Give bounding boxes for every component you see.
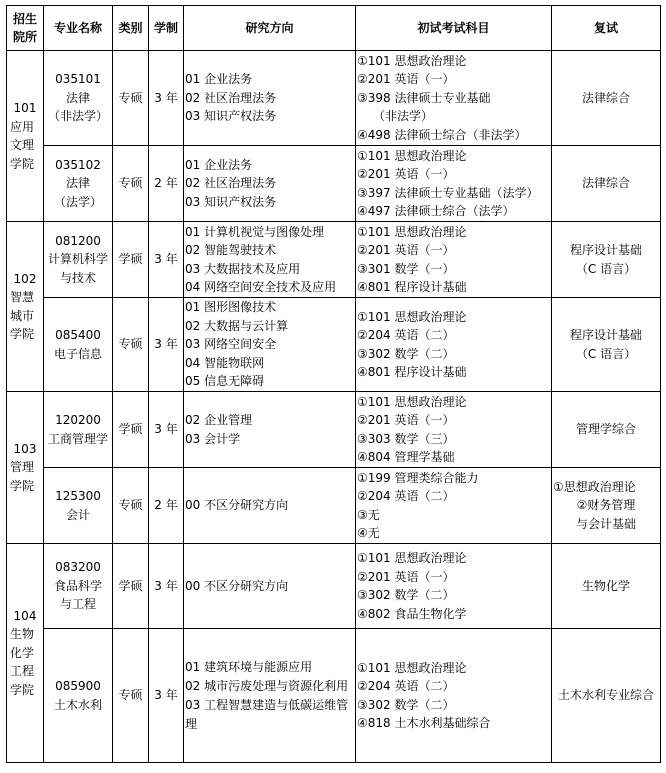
cell-text-line: 03 网络空间安全 <box>185 337 277 352</box>
header-row <box>7 6 661 51</box>
header-type: 类别 <box>113 6 149 51</box>
cell-text-line: 法律综合 <box>581 90 630 105</box>
cell-text-line: 法律综合 <box>581 176 630 191</box>
years-cell: 2 年 <box>149 146 184 222</box>
cell-text-line: ④804 管理学基础 <box>357 450 455 464</box>
type-cell: 专硕 <box>113 51 149 146</box>
table-row <box>7 146 661 222</box>
cell-text-line: 化学 <box>10 645 35 660</box>
cell-text-line: 01 企业法务 <box>185 157 253 172</box>
cell-text-line: 02 社区治理法务 <box>185 176 277 191</box>
header-school <box>7 6 44 51</box>
cell-text-line: 104 <box>13 608 37 623</box>
retest-cell <box>552 146 661 222</box>
cell-text-line: 04 智能物联网 <box>185 355 265 370</box>
admission-table-document <box>6 5 660 763</box>
cell-text-line: ①101 思想政治理论 <box>357 551 467 565</box>
cell-text-line: 与技术 <box>59 270 96 285</box>
school-cell <box>7 51 44 222</box>
major-name-cell <box>44 146 113 222</box>
cell-text-line: 程序设计基础 <box>569 328 642 342</box>
cell-text-line: 计算机科学 <box>47 252 108 267</box>
exams-cell <box>356 629 552 763</box>
cell-text-line: 01 建筑环境与能源应用 <box>185 659 313 674</box>
cell-text-line: 101 <box>13 101 37 115</box>
cell-text-line: 会计 <box>65 507 90 522</box>
retest-cell <box>552 544 661 629</box>
cell-text-line: ①101 思想政治理论 <box>357 224 467 239</box>
cell-text-line: 035102 <box>55 157 101 172</box>
cell-text-line: 工商管理学 <box>47 431 108 446</box>
cell-text-line: ④802 食品生物化学 <box>357 606 467 621</box>
cell-text-line: 103 <box>13 441 37 456</box>
table-row <box>7 51 661 146</box>
header-directions: 研究方向 <box>184 6 356 51</box>
cell-text-line: 01 图形图像技术 <box>185 300 277 315</box>
cell-text-line: 土木水利专业综合 <box>557 688 654 703</box>
major-name-cell <box>44 544 113 629</box>
major-name-cell <box>44 468 113 544</box>
cell-text-line: 081200 <box>55 233 101 248</box>
cell-text-line: ④801 程序设计基础 <box>357 280 467 294</box>
cell-text-line: 与工程 <box>59 597 96 612</box>
cell-text-line: 03 会计学 <box>185 431 241 446</box>
cell-text-line: ②财务管理 <box>576 498 636 513</box>
cell-text-line: 土木水利 <box>53 697 102 712</box>
cell-text-line: ④无 <box>357 526 380 540</box>
major-name-cell <box>44 222 113 298</box>
cell-text-line: ①101 思想政治理论 <box>357 309 467 324</box>
cell-text-line: 城市 <box>10 308 35 323</box>
cell-text-line: 02 智能驾驶技术 <box>185 243 277 257</box>
school-cell <box>7 392 44 544</box>
header-years: 学制 <box>149 6 184 51</box>
years-cell: 3 年 <box>149 51 184 146</box>
header-major: 专业名称 <box>44 6 113 51</box>
cell-text-line: 食品科学 <box>53 578 102 593</box>
cell-text-line: 工程 <box>10 664 35 679</box>
cell-text-line: （非法学） <box>373 109 434 124</box>
cell-text-line: ①101 思想政治理论 <box>357 53 467 68</box>
cell-text-line: 智慧 <box>10 290 35 304</box>
directions-cell <box>184 392 356 468</box>
cell-text-line: 00 不区分研究方向 <box>185 498 289 513</box>
exams-cell <box>356 51 552 146</box>
retest-cell <box>552 298 661 392</box>
cell-text-line: ②204 英语（二） <box>357 489 455 503</box>
directions-cell <box>184 468 356 544</box>
cell-text-line: 120200 <box>55 413 101 427</box>
cell-text-line: ①101 思想政治理论 <box>357 660 467 675</box>
cell-text-line: 生物化学 <box>581 578 630 593</box>
directions-cell <box>184 544 356 629</box>
cell-text-line: ③301 数学（一） <box>357 261 455 276</box>
type-cell: 学硕 <box>113 222 149 298</box>
cell-text-line: 01 企业法务 <box>185 72 253 87</box>
years-cell: 2 年 <box>149 468 184 544</box>
cell-text-line: 02 大数据与云计算 <box>185 318 289 333</box>
directions-cell <box>184 51 356 146</box>
type-cell: 专硕 <box>113 146 149 222</box>
cell-text-line: 01 计算机视觉与图像处理 <box>185 224 325 239</box>
years-cell: 3 年 <box>149 629 184 763</box>
cell-text-line: 02 社区治理法务 <box>185 90 277 105</box>
cell-text-line: （C 语言） <box>575 261 637 276</box>
table-row <box>7 222 661 298</box>
cell-text-line: ②201 英语（一） <box>357 167 455 181</box>
cell-text-line: 法律 <box>65 90 90 105</box>
retest-cell <box>552 629 661 763</box>
table-row <box>7 392 661 468</box>
school-cell <box>7 544 44 763</box>
cell-text-line: （非法学） <box>47 109 108 124</box>
cell-text-line: 学院 <box>10 327 35 341</box>
cell-text-line: 理 <box>185 716 198 731</box>
cell-text-line: 083200 <box>55 560 101 575</box>
cell-text-line: 035101 <box>55 72 101 87</box>
cell-text-line: 生物 <box>10 627 35 642</box>
directions-cell <box>184 146 356 222</box>
header-retest: 复试 <box>552 6 661 51</box>
cell-text-line: 03 工程智慧建造与低碳运维管 <box>185 697 349 712</box>
cell-text-line: ③398 法律硕士专业基础 <box>357 90 491 105</box>
cell-text-line: 管理 <box>10 460 35 475</box>
cell-text-line: 法律 <box>65 176 90 191</box>
major-name-cell <box>44 298 113 392</box>
type-cell: 专硕 <box>113 468 149 544</box>
exams-cell <box>356 298 552 392</box>
cell-text-line: ①101 思想政治理论 <box>357 394 467 409</box>
exams-cell <box>356 392 552 468</box>
cell-text-line: 电子信息 <box>53 346 102 361</box>
directions-cell <box>184 629 356 763</box>
exams-cell <box>356 222 552 298</box>
type-cell: 学硕 <box>113 392 149 468</box>
table-row <box>7 468 661 544</box>
major-name-cell <box>44 392 113 468</box>
cell-text-line: 03 大数据技术及应用 <box>185 261 301 276</box>
retest-cell <box>552 51 661 146</box>
cell-text-line: 03 知识产权法务 <box>185 194 277 209</box>
admission-table <box>6 5 661 763</box>
cell-text-line: 招生院所 <box>12 12 37 44</box>
cell-text-line: ③302 数学（二） <box>357 697 455 712</box>
cell-text-line: 102 <box>13 271 37 286</box>
table-row <box>7 629 661 763</box>
cell-text-line: 085400 <box>55 328 101 342</box>
years-cell: 3 年 <box>149 222 184 298</box>
cell-text-line: ②201 英语（一） <box>357 243 455 257</box>
years-cell: 3 年 <box>149 298 184 392</box>
cell-text-line: ③302 数学（二） <box>357 346 455 361</box>
cell-text-line: ①199 管理类综合能力 <box>357 470 479 485</box>
cell-text-line: ②201 英语（一） <box>357 569 455 584</box>
school-cell <box>7 222 44 392</box>
directions-cell <box>184 298 356 392</box>
cell-text-line: 学院 <box>10 682 35 697</box>
cell-text-line: ①101 思想政治理论 <box>357 148 467 163</box>
exams-cell <box>356 544 552 629</box>
cell-text-line: ①思想政治理论 <box>553 479 636 494</box>
cell-text-line: ④801 程序设计基础 <box>357 365 467 379</box>
cell-text-line: 管理学综合 <box>575 422 636 437</box>
cell-text-line: 04 网络空间安全技术及应用 <box>185 280 337 294</box>
cell-text-line: ③无 <box>357 507 380 522</box>
cell-text-line: 00 不区分研究方向 <box>185 578 289 593</box>
header-exams: 初试考试科目 <box>356 6 552 51</box>
cell-text-line: 085900 <box>55 679 101 693</box>
cell-text-line: ②204 英语（二） <box>357 328 455 342</box>
cell-text-line: 02 企业管理 <box>185 413 253 427</box>
cell-text-line: ③397 法律硕士专业基础（法学） <box>357 185 539 200</box>
cell-text-line: （法学） <box>53 194 102 209</box>
cell-text-line: ④497 法律硕士综合（法学） <box>357 204 515 218</box>
cell-text-line: 03 知识产权法务 <box>185 109 277 124</box>
directions-cell <box>184 222 356 298</box>
type-cell: 专硕 <box>113 298 149 392</box>
cell-text-line: ②204 英语（二） <box>357 679 455 693</box>
cell-text-line: ②201 英语（一） <box>357 72 455 87</box>
cell-text-line: （C 语言） <box>575 346 637 361</box>
cell-text-line: ②201 英语（一） <box>357 413 455 427</box>
cell-text-line: ④498 法律硕士综合（非法学） <box>357 127 527 142</box>
cell-text-line: ④818 土木水利基础综合 <box>357 716 491 730</box>
exams-cell <box>356 468 552 544</box>
cell-text-line: 学院 <box>10 478 35 493</box>
cell-text-line: 学院 <box>10 156 35 171</box>
retest-cell <box>552 222 661 298</box>
table-row <box>7 298 661 392</box>
exams-cell <box>356 146 552 222</box>
type-cell: 专硕 <box>113 629 149 763</box>
cell-text-line: ③302 数学（二） <box>357 588 455 602</box>
retest-cell <box>552 392 661 468</box>
cell-text-line: 05 信息无障碍 <box>185 374 265 389</box>
retest-cell <box>552 468 661 544</box>
cell-text-line: 文理 <box>10 138 35 152</box>
cell-text-line: 程序设计基础 <box>569 243 642 257</box>
years-cell: 3 年 <box>149 392 184 468</box>
table-row <box>7 544 661 629</box>
cell-text-line: ③303 数学（三） <box>357 431 455 446</box>
cell-text-line: 与会计基础 <box>575 516 636 531</box>
major-name-cell <box>44 51 113 146</box>
type-cell: 学硕 <box>113 544 149 629</box>
cell-text-line: 125300 <box>55 489 101 503</box>
years-cell: 3 年 <box>149 544 184 629</box>
cell-text-line: 02 城市污废处理与资源化利用 <box>185 678 349 693</box>
cell-text-line: 应用 <box>10 119 35 134</box>
major-name-cell <box>44 629 113 763</box>
